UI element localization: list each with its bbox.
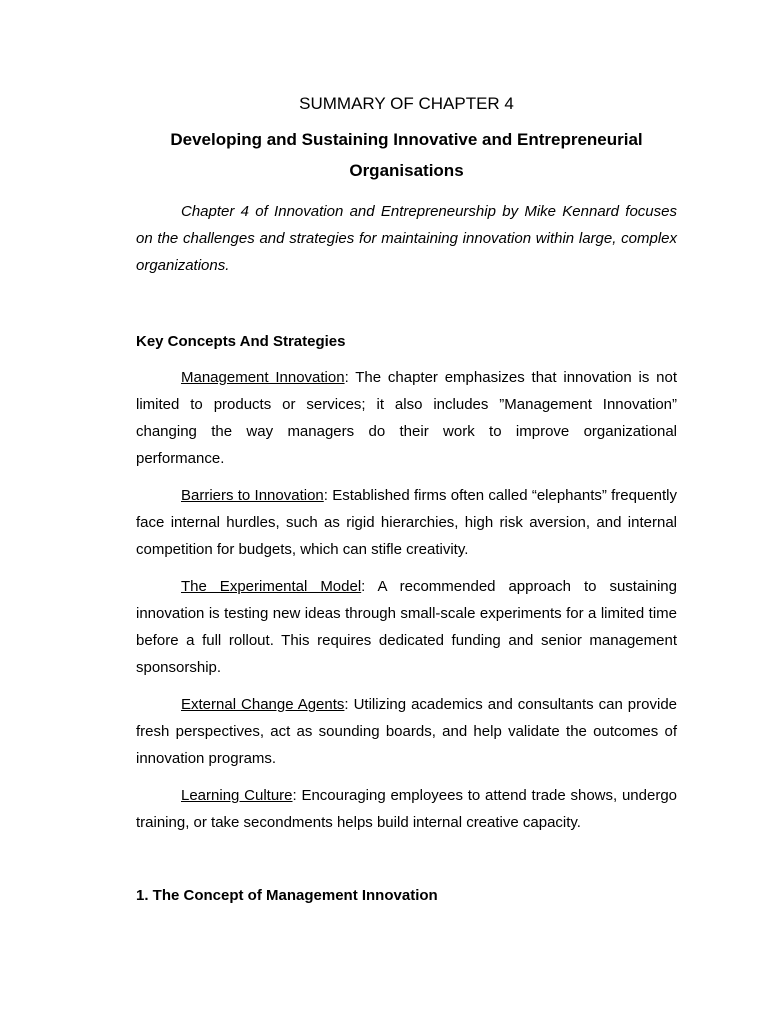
document-page [136, 92, 677, 908]
concept-term: The Experimental Model [181, 578, 362, 595]
concept-term: Barriers to Innovation [181, 487, 324, 504]
concept-text: : Encouraging employees to attend trade shows, undergo training, or take secondments helps build internal creative capacity. [136, 787, 677, 831]
concept-paragraph-learning-culture [136, 782, 677, 836]
concept-paragraph-external-change-agents [136, 691, 677, 772]
document-subtitle: Developing and Sustaining Innovative and Entrepreneurial Organisations [170, 130, 643, 180]
concept-text: : Established firms often called “elephants” frequently face internal hurdles, such as rigid hierarchies, high risk aversion, and internal competition for budgets, which can stifle creativity. [136, 487, 677, 558]
concept-text: : Utilizing academics and consultants can provide fresh perspectives, act as sounding boards, and help validate the outcomes of innovation programs. [136, 696, 678, 767]
concept-text: : The chapter emphasizes that innovation is not limited to products or services; it also includes ”Management Innovation” changing the way managers do their work to improve organizational performance. [136, 369, 678, 467]
concept-paragraph-barriers [136, 482, 677, 563]
section-heading-key-concepts: Key Concepts And Strategies [136, 333, 346, 350]
concept-text: : A recommended approach to sustaining innovation is testing new ideas through small-scale experiments for a limited time before a full rollout. This requires dedicated funding and senior management sponsorship. [136, 578, 677, 676]
concept-paragraph-management-innovation [136, 364, 677, 472]
concept-term: Management Innovation [181, 369, 345, 386]
concept-term: External Change Agents [181, 696, 345, 713]
concept-paragraph-experimental-model [136, 573, 677, 681]
section-heading-management-innovation: 1. The Concept of Management Innovation [136, 887, 438, 904]
intro-paragraph: Chapter 4 of Innovation and Entrepreneurship by Mike Kennard focuses on the challenges and strategies for maintaining innovation within large, complex organizations. [136, 203, 677, 274]
concept-term: Learning Culture [181, 787, 293, 804]
document-title: SUMMARY OF CHAPTER 4 [299, 94, 514, 113]
